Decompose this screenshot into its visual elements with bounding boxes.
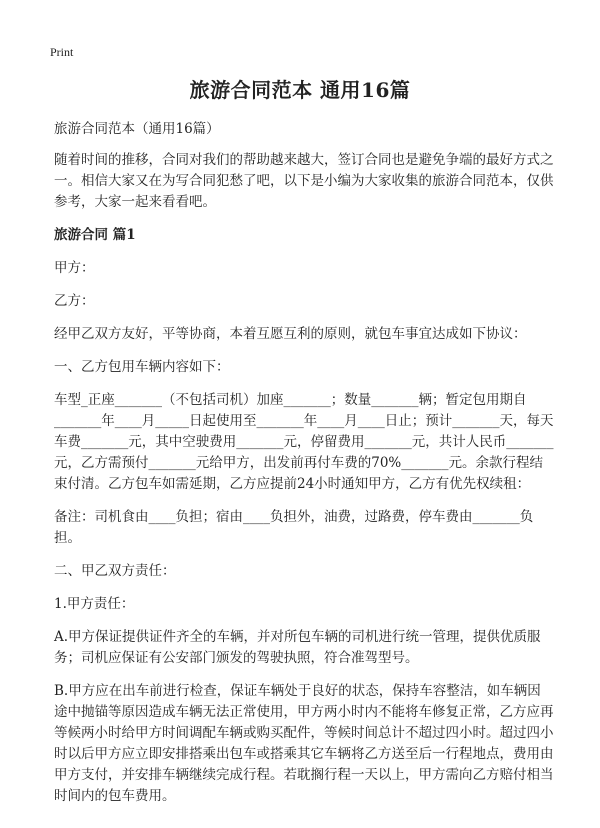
page-title: 旅游合同范本 通用16篇 bbox=[189, 78, 411, 102]
duty-b: B.甲方应在出车前进行检查，保证车辆处于良好的状态，保持车容整洁，如车辆因途中抛锚等原因造成车辆无法正常使用，甲方两小时内不能将车修复正常，乙方应再等候两小时给甲方时间调配车辆或购买配件，等候时间总计不超过四小时。超过四小时以后甲方应立即安排搭乘出包车或搭乘其它车辆将乙方送至后一行程地点，费用由甲方支付，并安排车辆继续完成行程。若耽搁行程一天以上，甲方需向乙方赔付相当时间内的包车费用。 bbox=[54, 683, 554, 804]
section-heading: 旅游合同 篇1 bbox=[54, 227, 136, 243]
document-subtitle: 旅游合同范本（通用16篇） bbox=[54, 121, 220, 137]
clause-1-title: 一、乙方包用车辆内容如下： bbox=[54, 359, 230, 375]
intro-paragraph: 随着时间的推移，合同对我们的帮助越来越大，签订合同也是避免争端的最好方式之一。相信大家又在为写合同犯愁了吧，以下是小编为大家收集的旅游合同范本，仅供参考，大家一起来看看吧。 bbox=[54, 152, 554, 210]
notes-paragraph: 备注：司机食由____负担；宿由____负担外，油费，过路费，停车费由_______负担。 bbox=[54, 509, 534, 546]
clause-2-title: 二、甲乙双方责任： bbox=[54, 563, 176, 579]
clause-1-body: 车型_正座_______（不包括司机）加座_______；数量_______辆；暂定包用期自_______年____月_____日起使用至_______年____月____日止；预计_______天，每天车费_______元，其中空驶费用_______元，停留费用_______元，共计人民币_______元，乙方需预付_______元给甲方，出发前再付车费的70%_______元。余款行程结束付清。乙方包车如需延期，乙方应提前24小时通知甲方，乙方有优先权续租： bbox=[54, 392, 554, 492]
print-link[interactable]: Print bbox=[50, 45, 74, 59]
duty-a: A.甲方保证提供证件齐全的车辆，并对所包车辆的司机进行统一管理，提供优质服务；司机应保证有公安部门颁发的驾驶执照，符合准驾型号。 bbox=[54, 629, 541, 666]
document-body bbox=[54, 119, 554, 819]
agreement-intro: 经甲乙双方友好，平等协商，本着互愿互利的原则，就包车事宜达成如下协议： bbox=[54, 326, 527, 342]
party-a-line: 甲方： bbox=[54, 260, 95, 276]
party-a-duties-title: 1.甲方责任： bbox=[54, 596, 135, 612]
party-b-line: 乙方： bbox=[54, 293, 95, 309]
